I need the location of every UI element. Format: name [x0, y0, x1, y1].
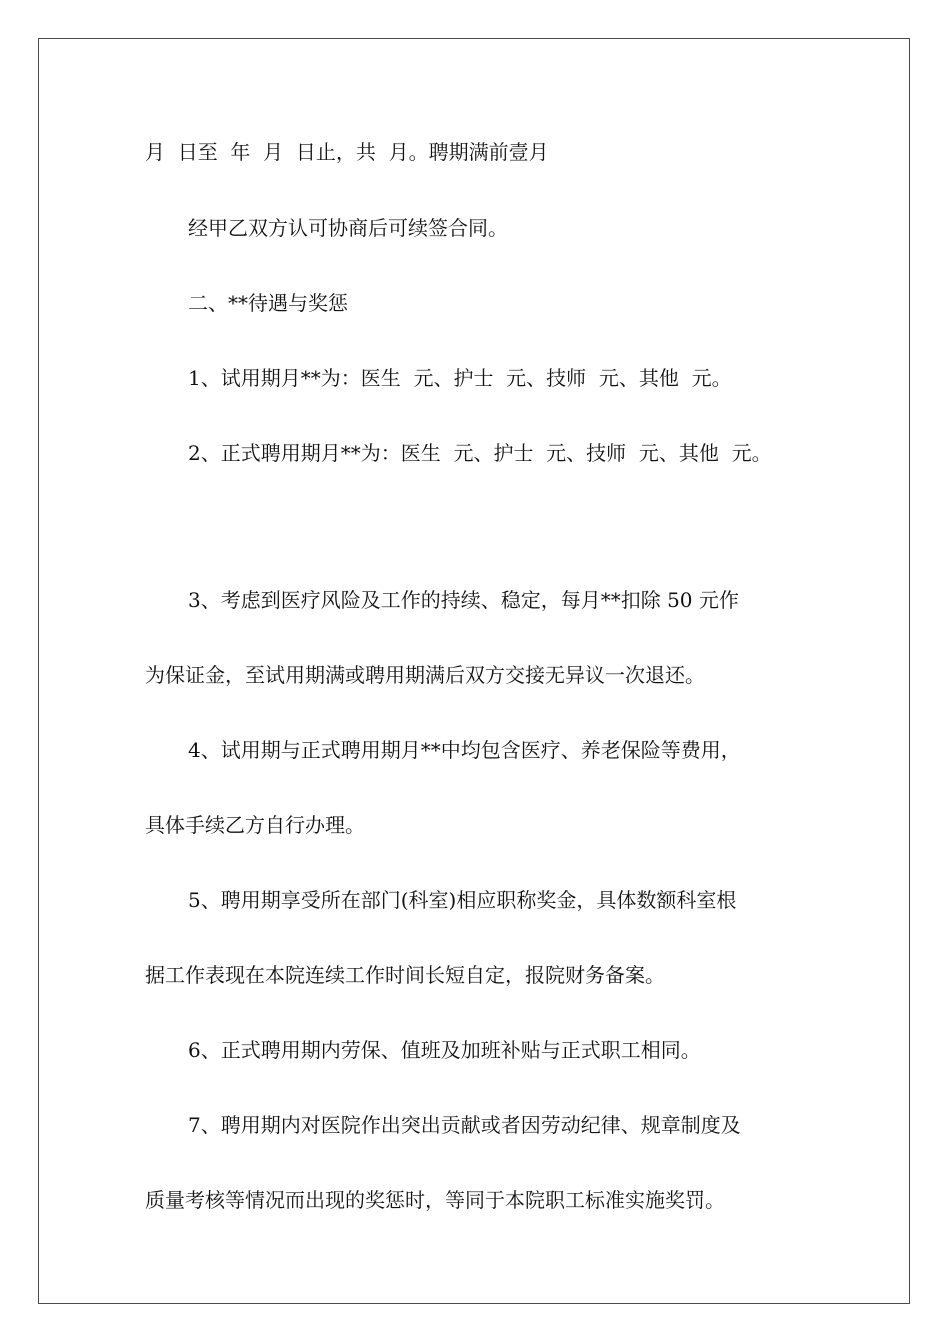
- clause-4-continued: 具体手续乙方自行办理。: [145, 813, 365, 837]
- text-line-2: 经甲乙双方认可协商后可续签合同。: [188, 216, 508, 240]
- clause-5: 5、聘用期享受所在部门(科室)相应职称奖金，具体数额科室根: [188, 888, 737, 912]
- clause-3: 3、考虑到医疗风险及工作的持续、稳定，每月**扣除 50 元作: [188, 588, 739, 612]
- clause-6: 6、正式聘用期内劳保、值班及加班补贴与正式职工相同。: [188, 1038, 701, 1062]
- clause-1: 1、试用期月**为：医生 元、护士 元、技师 元、其他 元。: [188, 366, 732, 390]
- clause-5-continued: 据工作表现在本院连续工作时间长短自定，报院财务备案。: [145, 963, 665, 987]
- clause-4: 4、试用期与正式聘用期月**中均包含医疗、养老保险等费用，: [188, 738, 741, 762]
- clause-2: 2、正式聘用期月**为：医生 元、护士 元、技师 元、其他 元。: [188, 441, 772, 465]
- clause-3-continued: 为保证金，至试用期满或聘用期满后双方交接无异议一次退还。: [145, 663, 705, 687]
- section-heading: 二、**待遇与奖惩: [188, 291, 348, 315]
- clause-7: 7、聘用期内对医院作出突出贡献或者因劳动纪律、规章制度及: [188, 1113, 741, 1137]
- text-line-1: 月 日至 年 月 日止，共 月。聘期满前壹月: [145, 140, 549, 164]
- clause-7-continued: 质量考核等情况而出现的奖惩时，等同于本院职工标准实施奖罚。: [145, 1188, 725, 1212]
